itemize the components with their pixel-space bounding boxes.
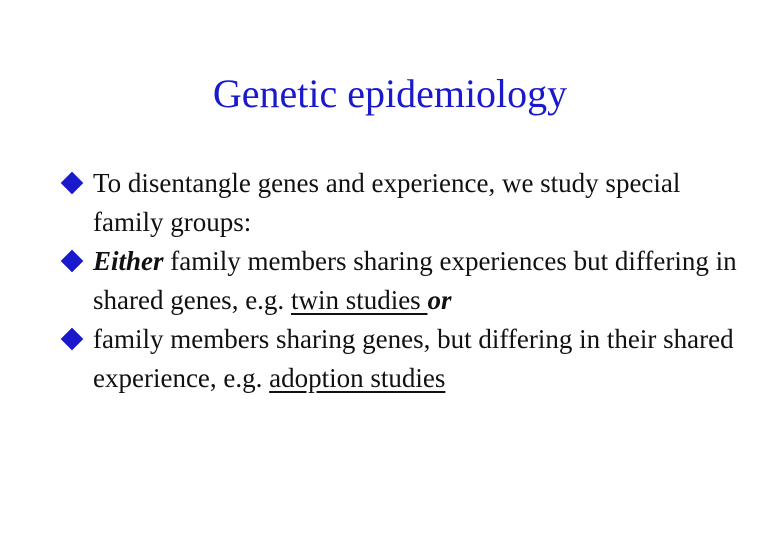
bullet-text: family members sharing experiences but differing in shared genes, e.g. [93,246,737,315]
bullet-item [62,164,742,242]
bullet-emphasis: or [427,285,452,315]
bullet-item [62,242,742,320]
twin-studies-link[interactable]: twin studies [290,285,428,315]
diamond-bullet-icon [61,328,84,351]
bullet-text: To disentangle genes and experience, we study special family groups: [93,168,681,237]
diamond-bullet-icon [61,250,84,273]
adoption-studies-link[interactable]: adoption studies [269,363,446,393]
bullet-list [62,164,742,398]
bullet-emphasis: Either [93,246,164,276]
bullet-text: family members sharing genes, but differing in their shared experience, e.g. [93,324,734,393]
bullet-item [62,320,742,398]
slide-title: Genetic epidemiology [212,71,568,116]
diamond-bullet-icon [61,172,84,195]
